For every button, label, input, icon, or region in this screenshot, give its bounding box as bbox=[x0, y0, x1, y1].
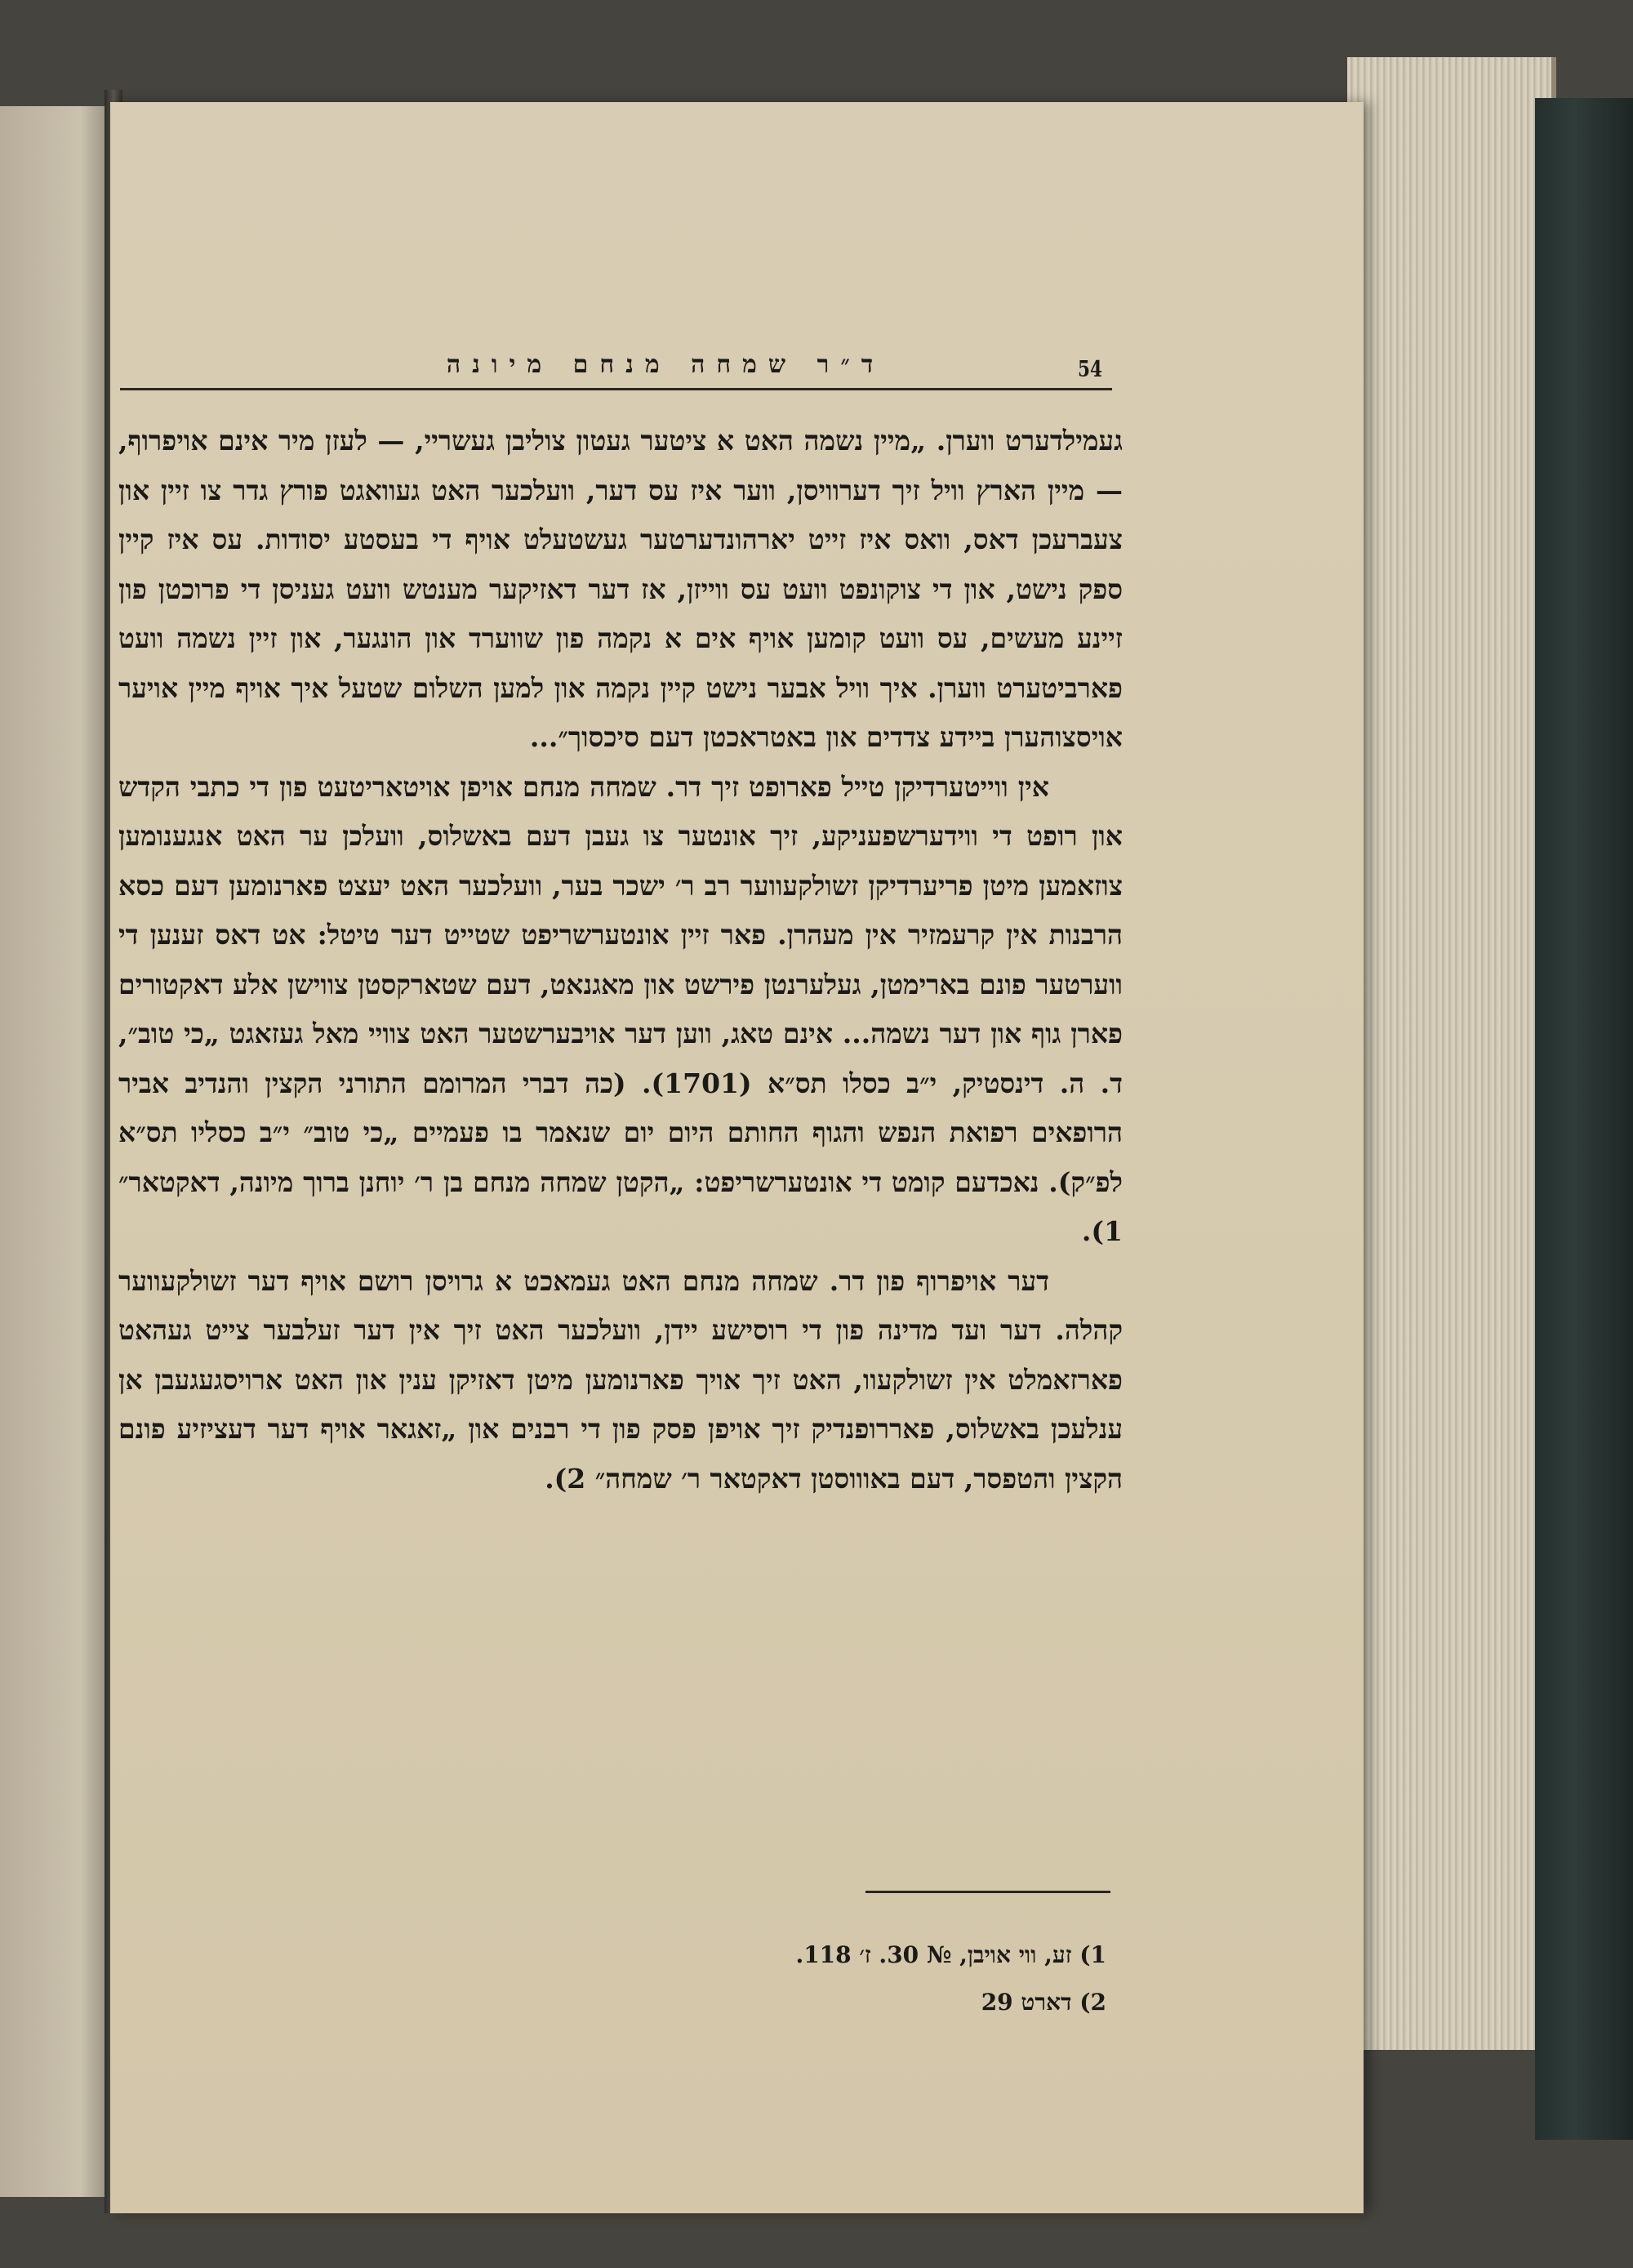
paragraph: אין ווייטערדיקן טייל פארופט זיך דר. שמחה מנחם אויפן אויטאריטעט פון די כתבי הקדש און רופט די ווידערשפעניקע, זיך אונטער צו געבן דעם באשלוס, וועלכן ער האט אנגענומען צוזאמען מיטן פריערדיקן זשולקעווער רב ר׳ ישכר בער, וועלכער האט יעצט פארנומען דעם כסא הרבנות אין קרעמזיר אין מעהרן. פאר זיין אונטערשריפט שטייט דער טיטל: אט דאס זענען די ווערטער פונם בארימטן, געלערנטן פירשט און מאגנאט, דעם שטארקסטן צווישן אלע דאקטורים פארן גוף און דער נשמה... אינם טאג, ווען דער אויבערשטער האט צוויי מאל געזאגט „כי טוב״, ד. ה. דינסטיק, י״ב כסלו תס״א (1701). (כה דברי המרומם התורני הקצין והנדיב אביר הרופאים רפואת הנפש והגוף החותם היום יום שנאמר בו פעמיים „כי טוב״ י״ב כסליו תס״א לפ״ק). נאכדעם קומט די אונטערשריפט: „הקטן שמחה מנחם בן ר׳ יוחנן ברוך מיונה, דאקטאר״ 1). bbox=[118, 770, 1123, 1247]
page-number: 54 bbox=[1078, 357, 1103, 382]
paragraph: דער אויפרוף פון דר. שמחה מנחם האט געמאכט א גרויסן רושם אויף דער זשולקעווער קהלה. דער ועד מדינה פון די רוסישע יידן, וועלכער האט זיך אין דער זעלבער צייט געהאט פארזאמלט אין זשולקעוו, האט זיך אויך פארנומען מיטן דאזיקן ענין און האט ארויסגעגעבן אן ענלעכן באשלוס, פאררופנדיק זיך אויפן פסק פון די רבנים און „זאגאר אויף דער דעציזיע פונם הקצין והטפסר, דעם באוווסטן דאקטאר ר׳ שמחה״ 2). bbox=[118, 1264, 1123, 1495]
running-head: ד״ר שמחה מנחם מיונה bbox=[446, 350, 885, 379]
footnotes bbox=[437, 1932, 1106, 2026]
page-header bbox=[110, 347, 1364, 404]
book-cover-board bbox=[1535, 98, 1633, 2140]
book-page bbox=[110, 102, 1364, 2213]
paragraph: געמילדערט ווערן. „מיין נשמה האט א ציטער געטון צוליבן געשריי, — לעזן מיר אינם אויפרוף, — מיין הארץ וויל זיך דערוויסן, ווער איז עס דער, וועלכער האט געוואגט פורץ גדר צו זיין און צעברעכן דאס, וואס איז זייט יארהונדערטער געשטעלט אויף די בעסטע יסודות. עס איז קיין ספק נישט, און די צוקונפט וועט עס ווייזן, אז דער דאזיקער מענטש וועט געניסן די פרוכטן פון זיינע מעשים, עס וועט קומען אויף אים א נקמה פון שווערד און הונגער, און זיין נשמה וועט פארביטערט ווערן. איך וויל אבער נישט קיין נקמה און למען השלום שטעל איך אויף מיין אויער אויסצוהערן ביידע צדדים און באטראכטן דעם סיכסוך״... bbox=[118, 425, 1123, 753]
left-page-edge bbox=[0, 106, 114, 2197]
page-block-edges bbox=[1347, 57, 1556, 2050]
body-text bbox=[118, 417, 1123, 1504]
footnote-rule bbox=[865, 1891, 1110, 1893]
header-rule bbox=[120, 388, 1112, 390]
footnote: 2) דארט 29 bbox=[981, 1989, 1106, 2016]
footnote: 1) זע, ווי אויבן, № 30. ז׳ 118. bbox=[795, 1941, 1106, 1968]
